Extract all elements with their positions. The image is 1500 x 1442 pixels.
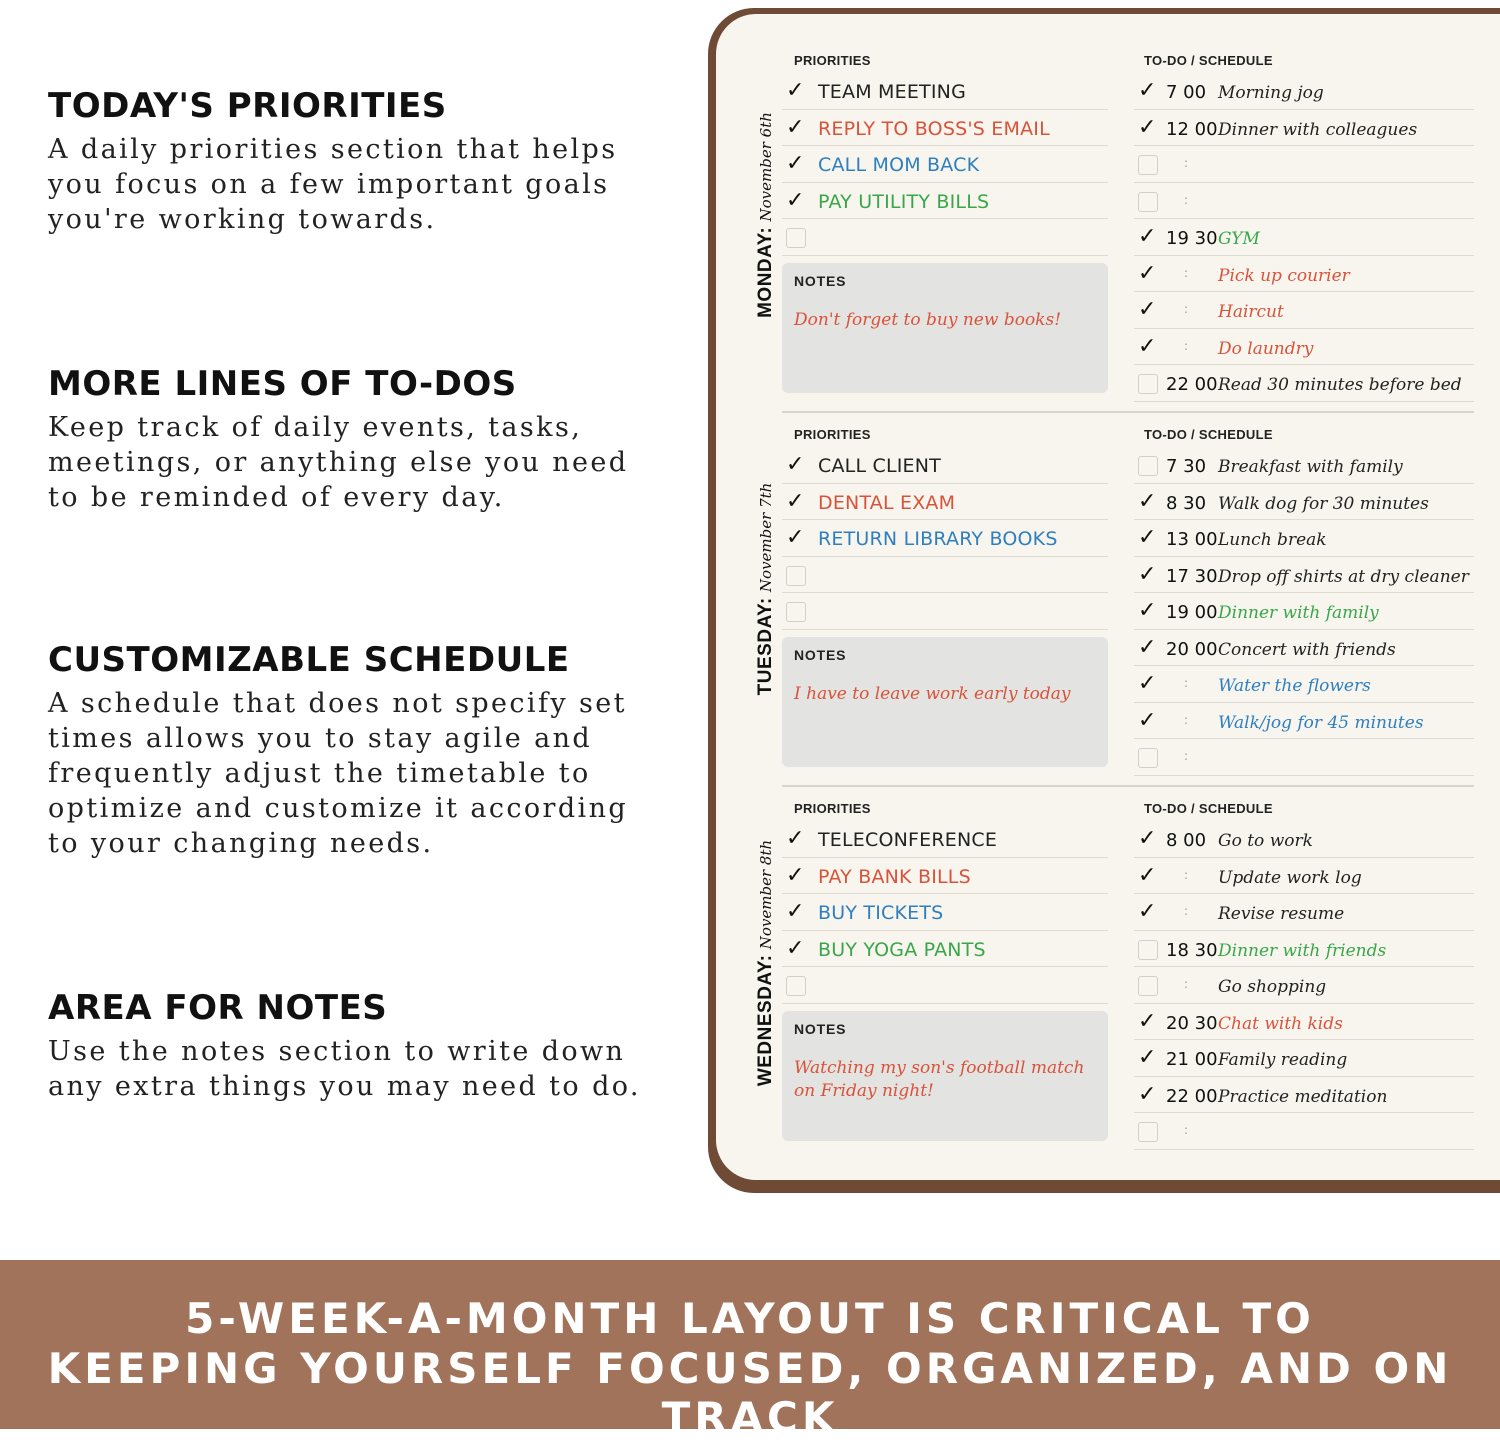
checkmark-icon[interactable]: ✓: [786, 114, 805, 140]
banner-line-2: KEEPING YOURSELF FOCUSED, ORGANIZED, AND ON TRACK: [47, 1344, 1453, 1442]
checkmark-icon[interactable]: ✓: [1138, 598, 1157, 623]
todo-row: [1134, 821, 1474, 858]
feature-todays-priorities: [48, 86, 688, 237]
priority-text: PAY UTILITY BILLS: [818, 190, 990, 213]
todo-time: 21 00: [1166, 1049, 1218, 1070]
priority-text: REPLY TO BOSS'S EMAIL: [818, 117, 1050, 140]
todo-text: Go to work: [1218, 831, 1313, 851]
time-separator: :: [1184, 338, 1189, 353]
feature-area-for-notes: [48, 988, 688, 1104]
todo-text: Do laundry: [1218, 338, 1314, 359]
priority-row: [782, 557, 1108, 594]
time-separator: :: [1184, 265, 1189, 280]
todo-text: Dinner with family: [1218, 603, 1379, 623]
feature-description: Keep track of daily events, tasks, meetings, or anything else you need to be reminded of every day.: [48, 412, 629, 513]
time-separator: :: [1184, 192, 1189, 207]
checkbox[interactable]: [1138, 1122, 1158, 1142]
todo-list: [1134, 821, 1474, 1150]
day-label: [746, 419, 786, 759]
priority-text: TEAM MEETING: [818, 81, 966, 103]
time-separator: :: [1184, 712, 1189, 727]
todo-row: [1134, 967, 1474, 1004]
day-label: [746, 793, 786, 1133]
day-label: [746, 45, 786, 385]
todo-row: [1134, 520, 1474, 557]
feature-customizable-schedule: [48, 640, 688, 861]
priority-row: [782, 183, 1108, 220]
todo-row: [1134, 110, 1474, 147]
priority-row: [782, 219, 1108, 256]
todo-text: Go shopping: [1218, 977, 1327, 997]
checkmark-icon[interactable]: ✓: [786, 452, 805, 477]
todo-time: 7 00: [1166, 82, 1207, 103]
notes-box: [782, 637, 1108, 767]
priority-row: [782, 110, 1108, 147]
todo-text: GYM: [1218, 229, 1260, 249]
notes-label: NOTES: [794, 647, 847, 663]
todo-text: Practice meditation: [1218, 1086, 1388, 1107]
notes-text: Watching my son's football match on Friday night!: [794, 1058, 1085, 1101]
todo-row: [1134, 183, 1474, 220]
feature-description: A daily priorities section that helps you focus on a few important goals you're working towards.: [48, 134, 618, 235]
todo-time: 22 00: [1166, 1085, 1218, 1107]
priority-row: [782, 894, 1108, 931]
todo-row: [1134, 447, 1474, 484]
checkmark-icon[interactable]: ✓: [1138, 488, 1157, 514]
checkmark-icon[interactable]: ✓: [1138, 634, 1157, 660]
time-separator: :: [1184, 867, 1189, 882]
feature-description: A schedule that does not specify set times allows you to stay agile and frequently adjust the timetable to optimize and customize it according to your changing needs.: [48, 688, 629, 859]
todo-text: Drop off shirts at dry cleaner: [1218, 566, 1469, 587]
todo-text: Pick up courier: [1218, 265, 1350, 286]
todo-text: Haircut: [1218, 302, 1284, 322]
day-date: November 6th: [757, 112, 775, 222]
todo-row: [1134, 1077, 1474, 1114]
day-name: TUESDAY:: [755, 597, 776, 696]
checkbox[interactable]: [1138, 155, 1158, 175]
checkbox[interactable]: [786, 566, 806, 586]
checkmark-icon[interactable]: ✓: [1138, 707, 1157, 733]
todo-text: Revise resume: [1218, 904, 1345, 924]
day-date: November 7th: [757, 482, 775, 593]
checkbox[interactable]: [786, 602, 806, 622]
bottom-banner: [0, 1260, 1500, 1442]
checkmark-icon[interactable]: ✓: [1138, 297, 1157, 322]
checkmark-icon[interactable]: ✓: [786, 826, 805, 851]
day-divider: [782, 411, 1474, 413]
todo-time: 19 30: [1166, 228, 1218, 249]
todo-time: 20 00: [1166, 638, 1218, 660]
time-separator: :: [1184, 1123, 1189, 1137]
checkbox[interactable]: [1138, 374, 1158, 394]
todo-schedule-label: TO-DO / SCHEDULE: [1144, 53, 1273, 68]
feature-description: Use the notes section to write down any extra things you may need to do.: [48, 1036, 641, 1102]
todo-row: [1134, 1004, 1474, 1041]
todo-row: [1134, 219, 1474, 256]
notes-label: NOTES: [794, 273, 847, 289]
checkbox[interactable]: [786, 228, 806, 248]
checkmark-icon[interactable]: ✓: [1138, 862, 1157, 888]
todo-text: Dinner with friends: [1218, 940, 1387, 961]
priorities-label: PRIORITIES: [794, 53, 871, 68]
todo-time: 8 30: [1166, 492, 1207, 514]
todo-row: [1134, 256, 1474, 293]
checkmark-icon[interactable]: ✓: [786, 899, 805, 924]
priority-row: [782, 146, 1108, 183]
checkmark-icon[interactable]: ✓: [786, 488, 805, 514]
todo-row: [1134, 703, 1474, 740]
todo-row: [1134, 1040, 1474, 1077]
notes-box: [782, 1011, 1108, 1141]
todo-row: [1134, 858, 1474, 895]
todo-time: 13 00: [1166, 529, 1218, 550]
notes-text: I have to leave work early today: [794, 684, 1071, 704]
priority-text: BUY TICKETS: [818, 902, 944, 924]
checkmark-icon[interactable]: ✓: [786, 862, 805, 888]
checkmark-icon[interactable]: ✓: [786, 935, 805, 961]
todo-row: [1134, 666, 1474, 703]
checkbox[interactable]: [1138, 976, 1158, 996]
todo-time: 8 00: [1166, 830, 1207, 851]
checkmark-icon[interactable]: ✓: [1138, 899, 1157, 924]
priority-row: [782, 931, 1108, 968]
checkbox[interactable]: [1138, 940, 1158, 960]
todo-row: [1134, 1113, 1474, 1150]
checkmark-icon[interactable]: ✓: [786, 78, 805, 103]
notes-label: NOTES: [794, 1021, 847, 1037]
todo-row: [1134, 630, 1474, 667]
priority-row: [782, 73, 1108, 110]
priority-row: [782, 593, 1108, 630]
todo-time: 18 30: [1166, 939, 1218, 961]
todo-row: [1134, 593, 1474, 630]
checkmark-icon[interactable]: ✓: [1138, 826, 1157, 851]
checkmark-icon[interactable]: ✓: [786, 151, 805, 176]
day-name: WEDNESDAY:: [755, 954, 776, 1087]
checkbox[interactable]: [1138, 456, 1158, 476]
priority-text: PAY BANK BILLS: [818, 865, 971, 888]
priority-text: DENTAL EXAM: [818, 491, 956, 514]
todo-row: [1134, 557, 1474, 594]
todo-text: Read 30 minutes before bed: [1218, 375, 1462, 395]
priority-row: [782, 520, 1108, 557]
checkmark-icon[interactable]: ✓: [1138, 671, 1157, 696]
checkmark-icon[interactable]: ✓: [1138, 1045, 1157, 1070]
todo-text: Chat with kids: [1218, 1013, 1343, 1034]
time-separator: :: [1184, 749, 1189, 763]
todo-list: [1134, 447, 1474, 776]
priorities-label: PRIORITIES: [794, 801, 871, 816]
todo-text: Walk/jog for 45 minutes: [1218, 712, 1424, 733]
todo-time: 20 30: [1166, 1012, 1218, 1034]
priority-text: BUY YOGA PANTS: [818, 938, 986, 961]
todo-row: [1134, 365, 1474, 402]
checkmark-icon[interactable]: ✓: [1138, 1008, 1157, 1034]
todo-time: 7 30: [1166, 456, 1207, 477]
todo-text: Family reading: [1218, 1050, 1348, 1070]
todo-text: Walk dog for 30 minutes: [1218, 493, 1429, 514]
priority-text: TELECONFERENCE: [818, 829, 998, 851]
day-section: [716, 793, 1500, 1165]
todo-text: Concert with friends: [1218, 639, 1396, 660]
todo-list: [1134, 73, 1474, 402]
checkmark-icon[interactable]: ✓: [1138, 525, 1157, 550]
priority-text: CALL MOM BACK: [818, 154, 980, 176]
banner-line-1: 5-WEEK-A-MONTH LAYOUT IS CRITICAL TO: [185, 1294, 1315, 1343]
feature-title: CUSTOMIZABLE SCHEDULE: [48, 640, 570, 680]
todo-text: Breakfast with family: [1218, 457, 1403, 477]
checkbox[interactable]: [1138, 192, 1158, 212]
day-divider: [782, 785, 1474, 787]
checkmark-icon[interactable]: ✓: [1138, 260, 1157, 286]
feature-title: MORE LINES OF TO-DOS: [48, 364, 517, 404]
checkmark-icon[interactable]: ✓: [1138, 561, 1157, 587]
checkmark-icon[interactable]: ✓: [1138, 78, 1157, 103]
checkmark-icon[interactable]: ✓: [1138, 1081, 1157, 1107]
priorities-list: [782, 447, 1108, 630]
todo-text: Dinner with colleagues: [1218, 119, 1418, 140]
todo-text: Lunch break: [1218, 530, 1327, 550]
checkmark-icon[interactable]: ✓: [1138, 224, 1157, 249]
time-separator: :: [1184, 904, 1189, 918]
todo-row: [1134, 894, 1474, 931]
checkbox[interactable]: [1138, 748, 1158, 768]
priority-row: [782, 858, 1108, 895]
day-section: [716, 419, 1500, 791]
todo-row: [1134, 73, 1474, 110]
day-name: MONDAY:: [755, 226, 776, 318]
checkmark-icon[interactable]: ✓: [786, 525, 805, 550]
checkmark-icon[interactable]: ✓: [1138, 114, 1157, 140]
todo-row: [1134, 329, 1474, 366]
feature-title: AREA FOR NOTES: [48, 988, 388, 1028]
priority-row: [782, 967, 1108, 1004]
todo-time: 19 00: [1166, 602, 1218, 623]
todo-time: 17 30: [1166, 565, 1218, 587]
priority-row: [782, 484, 1108, 521]
priority-text: RETURN LIBRARY BOOKS: [818, 528, 1058, 550]
todo-row: [1134, 739, 1474, 776]
day-section: [716, 45, 1500, 417]
todo-schedule-label: TO-DO / SCHEDULE: [1144, 801, 1273, 816]
time-separator: :: [1184, 302, 1189, 316]
todo-schedule-label: TO-DO / SCHEDULE: [1144, 427, 1273, 442]
todo-time: 22 00: [1166, 374, 1218, 395]
priorities-label: PRIORITIES: [794, 427, 871, 442]
priorities-list: [782, 821, 1108, 1004]
todo-text: Morning jog: [1218, 83, 1324, 103]
todo-row: [1134, 292, 1474, 329]
day-date: November 8th: [757, 839, 775, 950]
todo-row: [1134, 931, 1474, 968]
todo-time: 12 00: [1166, 118, 1218, 140]
todo-row: [1134, 146, 1474, 183]
todo-text: Water the flowers: [1218, 676, 1371, 696]
todo-row: [1134, 484, 1474, 521]
feature-more-lines-of-todos: [48, 364, 688, 515]
time-separator: :: [1184, 156, 1189, 170]
checkmark-icon[interactable]: ✓: [786, 187, 805, 213]
priority-text: CALL CLIENT: [818, 455, 941, 477]
notes-text: Don't forget to buy new books!: [794, 310, 1062, 330]
checkmark-icon[interactable]: ✓: [1138, 333, 1157, 359]
feature-title: TODAY'S PRIORITIES: [48, 86, 447, 126]
time-separator: :: [1184, 977, 1189, 991]
todo-text: Update work log: [1218, 867, 1362, 888]
priorities-list: [782, 73, 1108, 256]
priority-row: [782, 821, 1108, 858]
notes-box: [782, 263, 1108, 393]
checkbox[interactable]: [786, 976, 806, 996]
priority-row: [782, 447, 1108, 484]
time-separator: :: [1184, 676, 1189, 690]
